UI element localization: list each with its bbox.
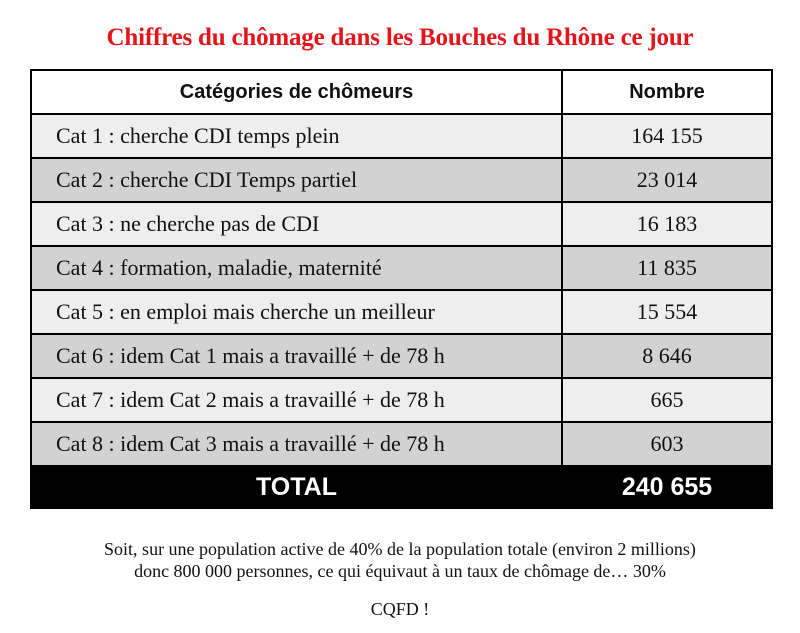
row-label: Cat 4 : formation, maladie, maternité bbox=[31, 246, 562, 290]
total-row bbox=[31, 466, 772, 508]
row-label: Cat 3 : ne cherche pas de CDI bbox=[31, 202, 562, 246]
table-row bbox=[31, 378, 772, 422]
total-label: TOTAL bbox=[31, 466, 562, 508]
table-row bbox=[31, 334, 772, 378]
page-title: Chiffres du chômage dans les Bouches du Rhône ce jour bbox=[106, 24, 694, 51]
note-line-1: Soit, sur une population active de 40% de la population totale (environ 2 millions) bbox=[104, 539, 696, 559]
table-header-row bbox=[31, 70, 772, 114]
row-label: Cat 6 : idem Cat 1 mais a travaillé + de 78 h bbox=[31, 334, 562, 378]
header-categories: Catégories de chômeurs bbox=[31, 70, 562, 114]
header-count: Nombre bbox=[562, 70, 772, 114]
row-label: Cat 7 : idem Cat 2 mais a travaillé + de 78 h bbox=[31, 378, 562, 422]
note-line-2: donc 800 000 personnes, ce qui équivaut à un taux de chômage de… 30% bbox=[134, 561, 666, 581]
table-row bbox=[31, 290, 772, 334]
unemployment-table bbox=[30, 69, 773, 509]
table-row bbox=[31, 202, 772, 246]
row-value: 11 835 bbox=[562, 246, 772, 290]
table-row bbox=[31, 422, 772, 466]
row-label: Cat 1 : cherche CDI temps plein bbox=[31, 114, 562, 158]
row-value: 603 bbox=[562, 422, 772, 466]
row-value: 23 014 bbox=[562, 158, 772, 202]
row-value: 16 183 bbox=[562, 202, 772, 246]
signoff: CQFD ! bbox=[370, 599, 430, 619]
row-value: 665 bbox=[562, 378, 772, 422]
row-value: 164 155 bbox=[562, 114, 772, 158]
total-value: 240 655 bbox=[562, 466, 772, 508]
row-label: Cat 8 : idem Cat 3 mais a travaillé + de 78 h bbox=[31, 422, 562, 466]
row-value: 8 646 bbox=[562, 334, 772, 378]
table-row bbox=[31, 246, 772, 290]
table-row bbox=[31, 158, 772, 202]
table-row bbox=[31, 114, 772, 158]
row-label: Cat 2 : cherche CDI Temps partiel bbox=[31, 158, 562, 202]
row-label: Cat 5 : en emploi mais cherche un meilleur bbox=[31, 290, 562, 334]
row-value: 15 554 bbox=[562, 290, 772, 334]
